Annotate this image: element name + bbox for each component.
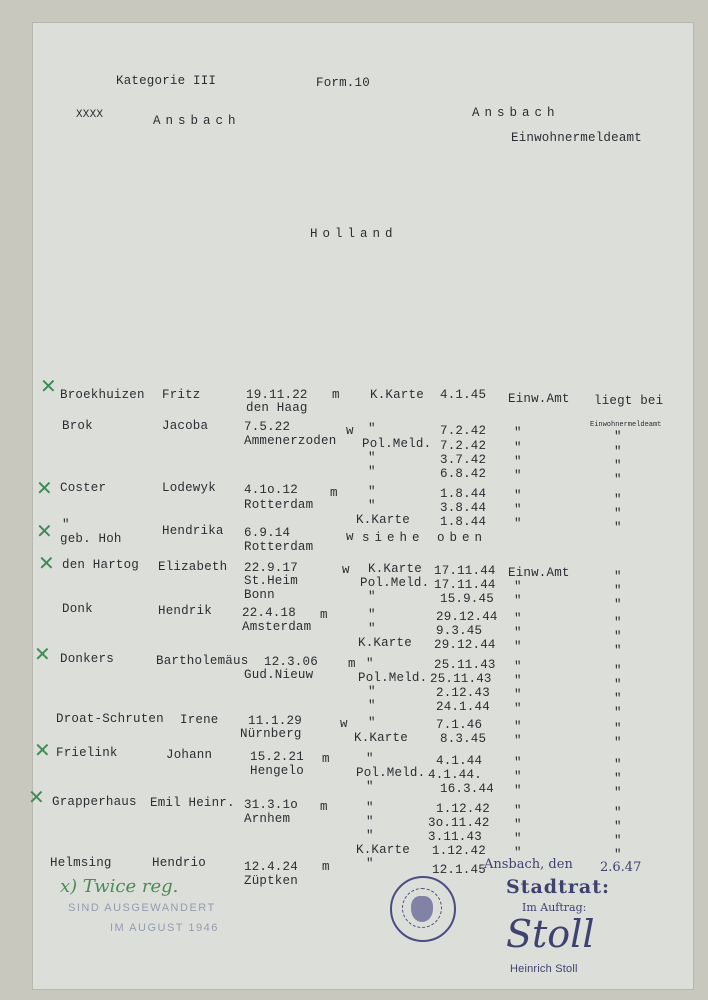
row-document: " xyxy=(366,829,374,843)
row-surname-maiden: geb. Hoh xyxy=(60,532,122,546)
row-document: " xyxy=(368,499,376,513)
row-office: " xyxy=(514,720,522,734)
handwritten-signature: Stoll xyxy=(506,912,595,956)
row-surname: Grapperhaus xyxy=(52,795,137,809)
row-birthdate: 12.4.24 xyxy=(244,860,298,874)
row-office: " xyxy=(514,469,522,483)
row-doc-date: 1.12.42 xyxy=(436,802,490,816)
row-birthplace: St.Heim xyxy=(244,574,298,588)
row-document: " xyxy=(368,699,376,713)
signature-date: 2.6.47 xyxy=(600,860,642,875)
row-birthplace: Züptken xyxy=(244,874,298,888)
official-seal-icon xyxy=(390,876,456,942)
row-document: K.Karte xyxy=(368,562,422,576)
row-firstname: Lodewyk xyxy=(162,481,216,495)
check-mark-icon: ✕ xyxy=(38,551,55,575)
row-doc-date: 1.8.44 xyxy=(440,515,487,529)
row-birthplace: Gud.Nieuw xyxy=(244,668,314,682)
row-note: " xyxy=(614,616,622,630)
row-doc-date: 17.11.44 xyxy=(434,564,496,578)
row-doc-date: 6.8.42 xyxy=(440,467,487,481)
row-sex: m xyxy=(348,657,356,671)
row-birthdate: 31.3.1o xyxy=(244,798,298,812)
row-surname: den Hartog xyxy=(62,558,140,572)
row-document: Pol.Meld. xyxy=(358,671,428,685)
row-firstname: Fritz xyxy=(162,388,201,402)
row-birthdate: 4.1o.12 xyxy=(244,483,298,497)
kategorie-label: Kategorie III xyxy=(116,74,217,88)
row-office: " xyxy=(514,702,522,716)
row-sex: w xyxy=(346,424,354,438)
row-birthplace: Rotterdam xyxy=(244,498,314,512)
row-surname: Frielink xyxy=(56,746,118,760)
row-firstname: Johann xyxy=(166,748,213,762)
office-name: Einwohnermeldeamt xyxy=(511,131,642,145)
row-document: K.Karte xyxy=(356,843,410,857)
row-document: K.Karte xyxy=(356,513,410,527)
row-doc-date: 8.3.45 xyxy=(440,732,487,746)
row-doc-date: 7.2.42 xyxy=(440,424,487,438)
row-office: " xyxy=(514,626,522,640)
place-date-label: Ansbach, den xyxy=(484,857,573,872)
row-firstname: Hendrik xyxy=(158,604,212,618)
row-surname: Brok xyxy=(62,419,93,433)
row-doc-date: 7.2.42 xyxy=(440,439,487,453)
row-document: " xyxy=(366,780,374,794)
row-note: " xyxy=(614,820,622,834)
row-office: " xyxy=(514,612,522,626)
row-doc-date: 16.3.44 xyxy=(440,782,494,796)
row-office: " xyxy=(514,832,522,846)
authority-title: Stadtrat: xyxy=(506,876,610,898)
row-document: " xyxy=(366,815,374,829)
row-document: " xyxy=(368,451,376,465)
row-note: " xyxy=(614,722,622,736)
row-document: " xyxy=(366,657,374,671)
row-doc-date: 25.11.43 xyxy=(430,672,492,686)
row-document: " xyxy=(366,752,374,766)
row-sex: m xyxy=(332,388,340,402)
row-note: " xyxy=(614,786,622,800)
row-note: " xyxy=(614,706,622,720)
row-firstname: Elizabeth xyxy=(158,560,228,574)
row-document: Pol.Meld. xyxy=(356,766,426,780)
row-birthplace: Ammenerzoden xyxy=(244,434,337,448)
row-office: " xyxy=(514,734,522,748)
row-note: " xyxy=(614,736,622,750)
row-office: " xyxy=(514,594,522,608)
row-birthdate: 19.11.22 xyxy=(246,388,308,402)
row-doc-date: 4.1.45 xyxy=(440,388,487,402)
row-birthplace: Hengelo xyxy=(250,764,304,778)
row-doc-date: 29.12.44 xyxy=(434,638,496,652)
row-sex: m xyxy=(322,860,330,874)
row-birthplace: Amsterdam xyxy=(242,620,312,634)
row-document: K.Karte xyxy=(358,636,412,650)
row-doc-date: 4.1.44. xyxy=(428,768,482,782)
row-surname: Donk xyxy=(62,602,93,616)
row-surname: " xyxy=(62,518,70,532)
row-note: " xyxy=(614,521,622,535)
row-document: Pol.Meld. xyxy=(362,437,432,451)
im-auftrag-label: Im Auftrag: xyxy=(522,901,587,914)
row-firstname: Emil Heinr. xyxy=(150,796,235,810)
row-firstname: Hendrika xyxy=(162,524,224,538)
row-note: " xyxy=(614,772,622,786)
row-doc-date: 29.12.44 xyxy=(436,610,498,624)
check-mark-icon: ✕ xyxy=(40,374,57,398)
right-city: Ansbach xyxy=(472,106,560,120)
row-birthdate: 15.2.21 xyxy=(250,750,304,764)
row-birthplace: den Haag xyxy=(246,401,308,415)
row-note: " xyxy=(614,445,622,459)
check-mark-icon: ✕ xyxy=(34,738,51,762)
row-doc-date: 24.1.44 xyxy=(436,700,490,714)
row-note: " xyxy=(614,598,622,612)
check-mark-icon: ✕ xyxy=(34,642,51,666)
row-doc-date: 12.1.45 xyxy=(432,863,486,877)
row-office: " xyxy=(514,784,522,798)
row-surname: Droat-Schruten xyxy=(56,712,164,726)
row-office: " xyxy=(514,426,522,440)
row-note: " xyxy=(614,459,622,473)
row-birthdate: 7.5.22 xyxy=(244,420,291,434)
row-note: liegt bei xyxy=(594,394,664,408)
row-birthdate: 12.3.06 xyxy=(264,655,318,669)
row-doc-date: 3.11.43 xyxy=(428,830,482,844)
row-office: Einw.Amt xyxy=(508,392,570,406)
row-surname: Donkers xyxy=(60,652,114,666)
row-note: " xyxy=(614,473,622,487)
row-note: " xyxy=(614,848,622,862)
row-sex: w xyxy=(340,717,348,731)
emigrated-stamp-line2: IM AUGUST 1946 xyxy=(110,922,219,934)
row-office: " xyxy=(514,489,522,503)
row-doc-date: 1.8.44 xyxy=(440,487,487,501)
row-sex: m xyxy=(322,752,330,766)
row-office: " xyxy=(514,756,522,770)
row-surname: Helmsing xyxy=(50,856,112,870)
handwritten-note: x) Twice reg. xyxy=(60,876,179,897)
row-doc-date: 17.11.44 xyxy=(434,578,496,592)
row-firstname: Bartholemäus xyxy=(156,654,249,668)
row-firstname: Hendrio xyxy=(152,856,206,870)
row-office: " xyxy=(514,455,522,469)
row-note: " xyxy=(614,834,622,848)
row-document: siehe oben xyxy=(362,531,488,545)
row-document: " xyxy=(366,857,374,871)
row-birthplace-2: Bonn xyxy=(244,588,275,602)
row-surname: Coster xyxy=(60,481,107,495)
row-document: " xyxy=(368,422,376,436)
check-mark-icon: ✕ xyxy=(36,519,53,543)
row-birthdate: 6.9.14 xyxy=(244,526,291,540)
row-office: " xyxy=(514,441,522,455)
row-birthplace: Arnhem xyxy=(244,812,291,826)
row-birthplace: Rotterdam xyxy=(244,540,314,554)
row-doc-date: 7.1.46 xyxy=(436,718,483,732)
form-number: Form.10 xyxy=(316,76,370,90)
row-doc-date: 3.8.44 xyxy=(440,501,487,515)
row-doc-date: 25.11.43 xyxy=(434,658,496,672)
row-office: " xyxy=(514,503,522,517)
row-doc-date: 3.7.42 xyxy=(440,453,487,467)
row-document: " xyxy=(368,485,376,499)
row-sex: w xyxy=(346,530,354,544)
row-note: " xyxy=(614,570,622,584)
row-doc-date: 1.12.42 xyxy=(432,844,486,858)
row-doc-date: 2.12.43 xyxy=(436,686,490,700)
row-office: " xyxy=(514,660,522,674)
row-document: " xyxy=(368,608,376,622)
row-note: " xyxy=(614,430,622,444)
row-sex: w xyxy=(342,563,350,577)
row-note: " xyxy=(614,644,622,658)
row-document: " xyxy=(368,590,376,604)
row-birthplace: Nürnberg xyxy=(240,727,302,741)
row-document: " xyxy=(368,465,376,479)
row-office: " xyxy=(514,688,522,702)
row-office: " xyxy=(514,640,522,654)
row-note: " xyxy=(614,584,622,598)
row-doc-date: 9.3.45 xyxy=(436,624,483,638)
country-heading: Holland xyxy=(310,227,398,241)
row-note: " xyxy=(614,630,622,644)
row-doc-date: 4.1.44 xyxy=(436,754,483,768)
row-note: " xyxy=(614,678,622,692)
row-note: " xyxy=(614,493,622,507)
row-document: K.Karte xyxy=(354,731,408,745)
row-office: " xyxy=(514,818,522,832)
row-note: " xyxy=(614,692,622,706)
check-mark-icon: ✕ xyxy=(36,476,53,500)
row-document: K.Karte xyxy=(370,388,424,402)
check-mark-icon: ✕ xyxy=(28,785,45,809)
row-office: " xyxy=(514,580,522,594)
row-firstname: Jacoba xyxy=(162,419,209,433)
row-birthdate: 11.1.29 xyxy=(248,714,302,728)
row-sex: m xyxy=(330,486,338,500)
row-birthdate: 22.4.18 xyxy=(242,606,296,620)
row-doc-date: 3o.11.42 xyxy=(428,816,490,830)
row-document: " xyxy=(368,685,376,699)
row-surname: Broekhuizen xyxy=(60,388,145,402)
row-firstname: Irene xyxy=(180,713,219,727)
row-office: " xyxy=(514,770,522,784)
row-note: " xyxy=(614,806,622,820)
row-office: " xyxy=(514,674,522,688)
signer-name: Heinrich Stoll xyxy=(510,963,578,975)
row-office: " xyxy=(514,846,522,860)
row-document: " xyxy=(366,801,374,815)
row-document: " xyxy=(368,716,376,730)
row-birthdate: 22.9.17 xyxy=(244,561,298,575)
row-office: Einw.Amt xyxy=(508,566,570,580)
header-prefix: XXXX xyxy=(76,109,104,121)
row-subnote: Einwohnermeldeamt xyxy=(590,421,662,429)
left-city: Ansbach xyxy=(153,114,241,128)
row-doc-date: 15.9.45 xyxy=(440,592,494,606)
row-office: " xyxy=(514,804,522,818)
row-sex: m xyxy=(320,800,328,814)
row-note: " xyxy=(614,758,622,772)
emigrated-stamp-line1: SIND AUSGEWANDERT xyxy=(68,902,216,914)
row-note: " xyxy=(614,664,622,678)
row-document: Pol.Meld. xyxy=(360,576,430,590)
row-sex: m xyxy=(320,608,328,622)
row-document: " xyxy=(368,622,376,636)
row-office: " xyxy=(514,517,522,531)
row-note: " xyxy=(614,507,622,521)
